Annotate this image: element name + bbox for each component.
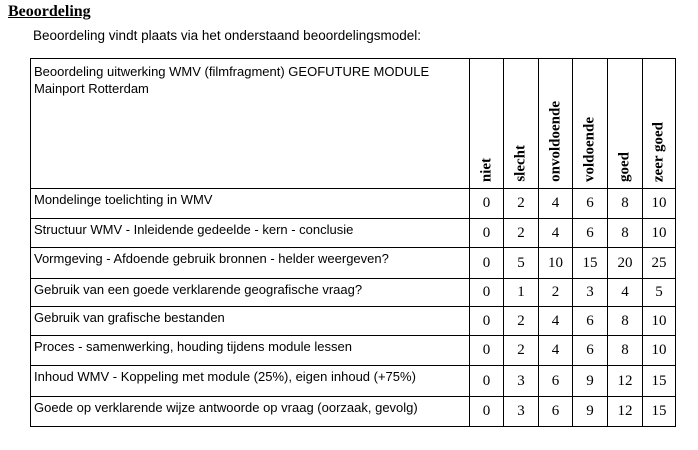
table-row <box>31 189 676 219</box>
score-cell: 1 <box>504 279 539 307</box>
score-cell: 0 <box>470 189 504 219</box>
score-cell: 4 <box>539 307 573 336</box>
score-cell: 5 <box>504 248 539 279</box>
score-cell: 9 <box>573 397 608 427</box>
criterion-cell: Goede op verklarende wijze antwoorde op vraag (oorzaak, gevolg) <box>31 397 470 427</box>
score-cell: 2 <box>539 279 573 307</box>
table-header-row <box>31 59 676 189</box>
score-cell: 10 <box>643 219 676 248</box>
score-cell: 4 <box>539 189 573 219</box>
score-cell: 4 <box>608 279 643 307</box>
table-row <box>31 279 676 307</box>
score-cell: 15 <box>573 248 608 279</box>
score-cell: 6 <box>573 336 608 366</box>
table-row <box>31 248 676 279</box>
table-row <box>31 336 676 366</box>
grade-label: zeer goed <box>650 121 667 182</box>
score-cell: 8 <box>608 189 643 219</box>
caption-line-2: Mainport Rotterdam <box>34 81 149 96</box>
criterion-cell: Inhoud WMV - Koppeling met module (25%), eigen inhoud (+75%) <box>31 366 470 397</box>
score-cell: 4 <box>539 219 573 248</box>
table-row <box>31 397 676 427</box>
score-cell: 4 <box>539 336 573 366</box>
table-caption <box>31 59 470 189</box>
table-row <box>31 307 676 336</box>
score-cell: 2 <box>504 336 539 366</box>
score-cell: 12 <box>608 366 643 397</box>
score-cell: 10 <box>539 248 573 279</box>
intro-text: Beoordeling vindt plaats via het onderstaand beoordelingsmodel: <box>33 28 422 43</box>
grade-label: niet <box>478 157 494 182</box>
table-row <box>31 366 676 397</box>
assessment-table <box>30 58 676 427</box>
criterion-cell: Structuur WMV - Inleidende gedeelde - kern - conclusie <box>31 219 470 248</box>
score-cell: 6 <box>539 366 573 397</box>
score-cell: 8 <box>608 307 643 336</box>
grade-label: voldoende <box>581 116 598 182</box>
score-cell: 20 <box>608 248 643 279</box>
score-cell: 2 <box>504 189 539 219</box>
score-cell: 0 <box>470 219 504 248</box>
score-cell: 6 <box>539 397 573 427</box>
caption-line-1: Beoordeling uitwerking WMV (filmfragment) GEOFUTURE MODULE <box>34 64 430 79</box>
score-cell: 15 <box>643 397 676 427</box>
score-cell: 0 <box>470 279 504 307</box>
table-row <box>31 219 676 248</box>
score-cell: 3 <box>504 397 539 427</box>
criterion-cell: Vormgeving - Afdoende gebruik bronnen - helder weergeven? <box>31 248 470 279</box>
score-cell: 3 <box>573 279 608 307</box>
score-cell: 12 <box>608 397 643 427</box>
grade-header <box>643 59 676 189</box>
score-cell: 0 <box>470 336 504 366</box>
grade-header <box>573 59 608 189</box>
score-cell: 15 <box>643 366 676 397</box>
score-cell: 8 <box>608 336 643 366</box>
grade-header <box>470 59 504 189</box>
criterion-cell: Gebruik van een goede verklarende geografische vraag? <box>31 279 470 307</box>
criterion-cell: Proces - samenwerking, houding tijdens module lessen <box>31 336 470 366</box>
section-heading: Beoordeling <box>8 3 91 20</box>
score-cell: 2 <box>504 219 539 248</box>
score-cell: 5 <box>643 279 676 307</box>
score-cell: 9 <box>573 366 608 397</box>
score-cell: 10 <box>643 336 676 366</box>
criterion-cell: Gebruik van grafische bestanden <box>31 307 470 336</box>
grade-label: slecht <box>512 145 529 182</box>
score-cell: 0 <box>470 248 504 279</box>
score-cell: 10 <box>643 307 676 336</box>
score-cell: 8 <box>608 219 643 248</box>
score-cell: 0 <box>470 397 504 427</box>
grade-header <box>608 59 643 189</box>
score-cell: 25 <box>643 248 676 279</box>
criterion-cell: Mondelinge toelichting in WMV <box>31 189 470 219</box>
score-cell: 0 <box>470 307 504 336</box>
score-cell: 2 <box>504 307 539 336</box>
score-cell: 10 <box>643 189 676 219</box>
score-cell: 6 <box>573 219 608 248</box>
grade-label: goed <box>616 152 633 182</box>
score-cell: 6 <box>573 307 608 336</box>
grade-label: onvoldoende <box>547 101 563 182</box>
score-cell: 0 <box>470 366 504 397</box>
score-cell: 3 <box>504 366 539 397</box>
grade-header <box>539 59 573 189</box>
score-cell: 6 <box>573 189 608 219</box>
grade-header <box>504 59 539 189</box>
